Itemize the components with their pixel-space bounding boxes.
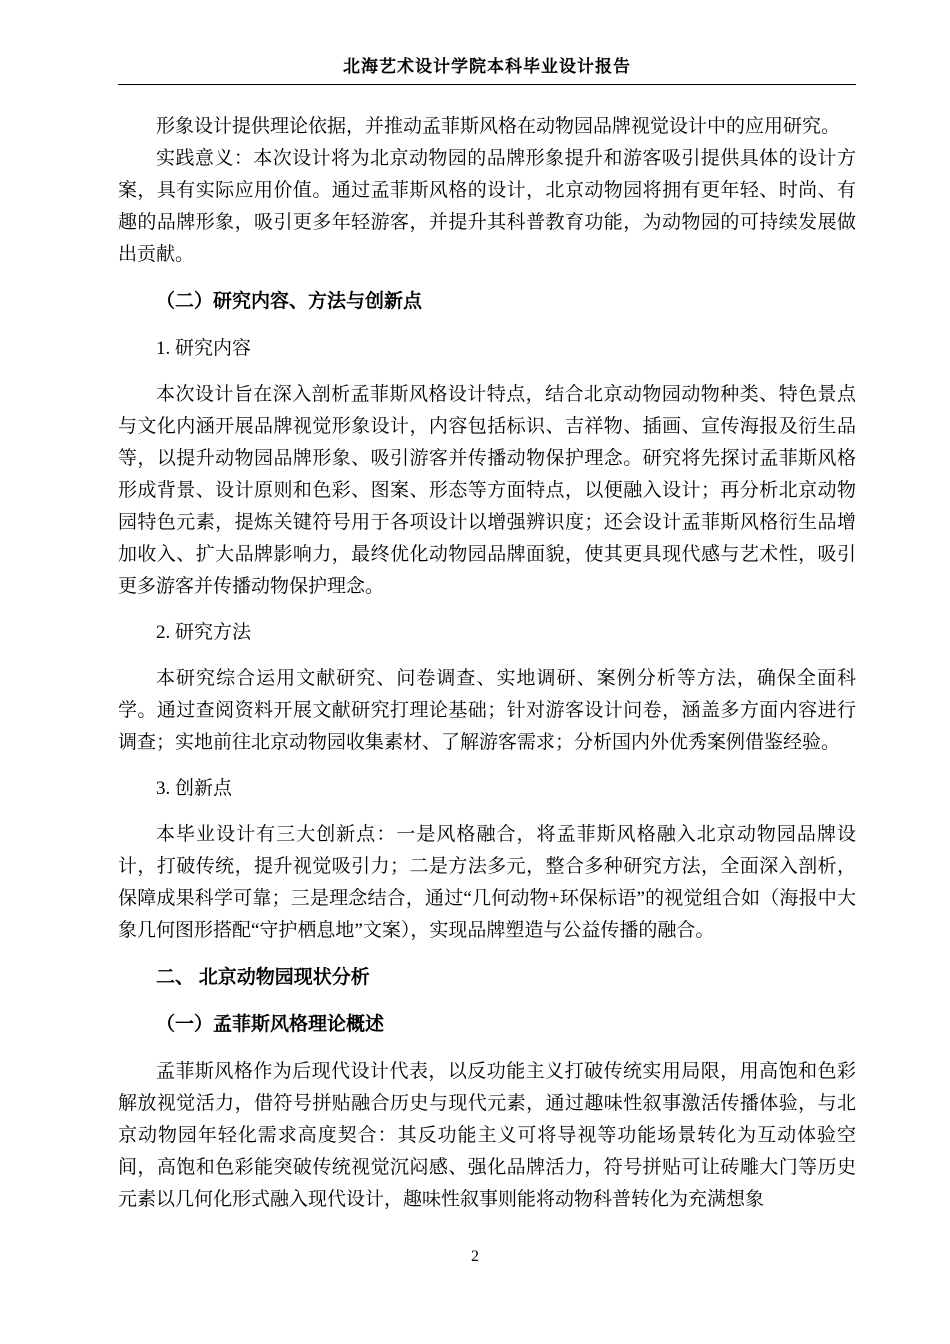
- document-content: [118, 111, 856, 1216]
- paragraph-innovation: 本毕业设计有三大创新点：一是风格融合，将孟菲斯风格融入北京动物园品牌设计，打破传统，提升视觉吸引力；二是方法多元，整合多种研究方法，全面深入剖析，保障成果科学可靠；三是理念结合，通过“几何动物+环保标语”的视觉组合如（海报中大象几何图形搭配“守护栖息地”文案），实现品牌塑造与公益传播的融合。: [118, 824, 856, 941]
- heading-chapter-2-zoo-analysis: 二、 北京动物园现状分析: [156, 967, 370, 988]
- paragraph-research-method: 本研究综合运用文献研究、问卷调查、实地调研、案例分析等方法，确保全面科学。通过查阅资料开展文献研究打理论基础；针对游客设计问卷，涵盖多方面内容进行调查；实地前往北京动物园收集素材、了解游客需求；分析国内外优秀案例借鉴经验。: [118, 668, 856, 753]
- page-header: [0, 0, 950, 85]
- heading-section-2-research: （二）研究内容、方法与创新点: [156, 291, 423, 312]
- paragraph-research-content: 本次设计旨在深入剖析孟菲斯风格设计特点，结合北京动物园动物种类、特色景点与文化内涵开展品牌视觉形象设计，内容包括标识、吉祥物、插画、宣传海报及衍生品等，以提升动物园品牌形象、吸引游客并传播动物保护理念。研究将先探讨孟菲斯风格形成背景、设计原则和色彩、图案、形态等方面特点，以便融入设计；再分析北京动物园特色元素，提炼关键符号用于各项设计以增强辨识度；还会设计孟菲斯风格衍生品增加收入、扩大品牌影响力，最终优化动物园品牌面貌，使其更具现代感与艺术性，吸引更多游客并传播动物保护理念。: [118, 384, 856, 597]
- subheading-2-research-method: 2. 研究方法: [156, 622, 252, 643]
- subheading-3-innovation: 3. 创新点: [156, 778, 233, 799]
- subheading-1-research-content: 1. 研究内容: [156, 338, 252, 359]
- paragraph-practical-significance: 实践意义：本次设计将为北京动物园的品牌形象提升和游客吸引提供具体的设计方案，具有实际应用价值。通过孟菲斯风格的设计，北京动物园将拥有更年轻、时尚、有趣的品牌形象，吸引更多年轻游客，并提升其科普教育功能，为动物园的可持续发展做出贡献。: [118, 148, 856, 265]
- header-title: 北海艺术设计学院本科毕业设计报告: [118, 52, 856, 85]
- heading-section-1-memphis-theory: （一）孟菲斯风格理论概述: [156, 1014, 385, 1035]
- page-number: 2: [471, 1248, 479, 1265]
- paragraph-theory-basis: 形象设计提供理论依据，并推动孟菲斯风格在动物园品牌视觉设计中的应用研究。: [156, 116, 841, 137]
- page-footer: [0, 1248, 950, 1266]
- paragraph-memphis-overview: 孟菲斯风格作为后现代设计代表，以反功能主义打破传统实用局限，用高饱和色彩解放视觉活力，借符号拼贴融合历史与现代元素，通过趣味性叙事激活传播体验，与北京动物园年轻化需求高度契合：其反功能主义可将导视等功能场景转化为互动体验空间，高饱和色彩能突破传统视觉沉闷感、强化品牌活力，符号拼贴可让砖雕大门等历史元素以几何化形式融入现代设计，趣味性叙事则能将动物科普转化为充满想象: [118, 1061, 856, 1210]
